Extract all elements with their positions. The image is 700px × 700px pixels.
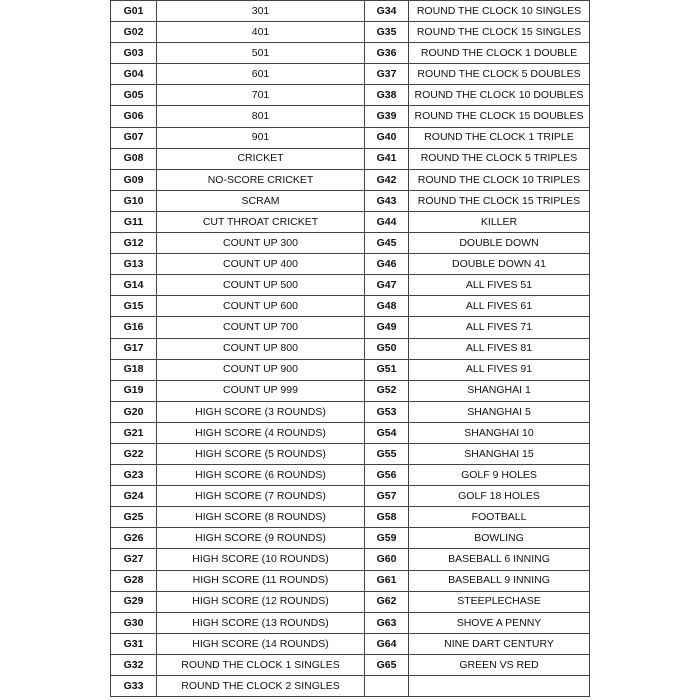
- game-name-cell: COUNT UP 300: [157, 233, 365, 254]
- table-row: [111, 359, 590, 380]
- game-code-cell: G40: [365, 127, 409, 148]
- game-name-cell: STEEPLECHASE: [409, 591, 590, 612]
- game-code-cell: G03: [111, 43, 157, 64]
- table-row: [111, 654, 590, 675]
- game-name-cell: CRICKET: [157, 148, 365, 169]
- game-name-cell: COUNT UP 999: [157, 380, 365, 401]
- game-code-cell: G20: [111, 401, 157, 422]
- table-row: [111, 22, 590, 43]
- game-code-cell: G61: [365, 570, 409, 591]
- game-name-cell: 901: [157, 127, 365, 148]
- table-row: [111, 570, 590, 591]
- game-code-cell: G32: [111, 654, 157, 675]
- game-code-cell: G11: [111, 211, 157, 232]
- game-name-cell: BOWLING: [409, 528, 590, 549]
- table-row: [111, 296, 590, 317]
- game-name-cell: ROUND THE CLOCK 1 SINGLES: [157, 654, 365, 675]
- table-row: [111, 43, 590, 64]
- game-name-cell: ROUND THE CLOCK 1 DOUBLE: [409, 43, 590, 64]
- game-code-cell: G04: [111, 64, 157, 85]
- game-name-cell: [409, 676, 590, 697]
- game-code-cell: [365, 676, 409, 697]
- game-code-cell: G29: [111, 591, 157, 612]
- game-name-cell: 501: [157, 43, 365, 64]
- game-code-cell: G65: [365, 654, 409, 675]
- game-code-cell: G28: [111, 570, 157, 591]
- game-name-cell: 601: [157, 64, 365, 85]
- table-row: [111, 211, 590, 232]
- game-code-cell: G46: [365, 254, 409, 275]
- game-code-cell: G50: [365, 338, 409, 359]
- game-name-cell: BASEBALL 9 INNING: [409, 570, 590, 591]
- game-name-cell: GOLF 18 HOLES: [409, 486, 590, 507]
- game-code-cell: G35: [365, 22, 409, 43]
- game-name-cell: ALL FIVES 71: [409, 317, 590, 338]
- table-row: [111, 612, 590, 633]
- game-name-cell: HIGH SCORE (3 ROUNDS): [157, 401, 365, 422]
- game-name-cell: HIGH SCORE (8 ROUNDS): [157, 507, 365, 528]
- game-code-cell: G18: [111, 359, 157, 380]
- game-name-cell: HIGH SCORE (9 ROUNDS): [157, 528, 365, 549]
- game-name-cell: ROUND THE CLOCK 10 SINGLES: [409, 1, 590, 22]
- game-code-cell: G47: [365, 275, 409, 296]
- game-code-cell: G34: [365, 1, 409, 22]
- game-list-body: [111, 1, 590, 697]
- game-code-cell: G59: [365, 528, 409, 549]
- table-row: [111, 465, 590, 486]
- game-code-cell: G51: [365, 359, 409, 380]
- game-code-cell: G33: [111, 676, 157, 697]
- game-code-cell: G25: [111, 507, 157, 528]
- game-code-cell: G07: [111, 127, 157, 148]
- game-code-cell: G17: [111, 338, 157, 359]
- game-code-cell: G52: [365, 380, 409, 401]
- table-row: [111, 190, 590, 211]
- game-name-cell: SHOVE A PENNY: [409, 612, 590, 633]
- table-row: [111, 486, 590, 507]
- table-row: [111, 106, 590, 127]
- game-code-cell: G38: [365, 85, 409, 106]
- game-name-cell: HIGH SCORE (14 ROUNDS): [157, 633, 365, 654]
- game-name-cell: ROUND THE CLOCK 10 TRIPLES: [409, 169, 590, 190]
- table-row: [111, 127, 590, 148]
- game-list-table: [110, 0, 590, 697]
- table-row: [111, 275, 590, 296]
- game-name-cell: SHANGHAI 1: [409, 380, 590, 401]
- game-name-cell: ROUND THE CLOCK 2 SINGLES: [157, 676, 365, 697]
- table-row: [111, 549, 590, 570]
- table-row: [111, 507, 590, 528]
- game-code-cell: G64: [365, 633, 409, 654]
- game-code-cell: G60: [365, 549, 409, 570]
- game-code-cell: G53: [365, 401, 409, 422]
- table-row: [111, 317, 590, 338]
- game-code-cell: G36: [365, 43, 409, 64]
- game-name-cell: NO-SCORE CRICKET: [157, 169, 365, 190]
- game-name-cell: CUT THROAT CRICKET: [157, 211, 365, 232]
- table-row: [111, 254, 590, 275]
- game-name-cell: GOLF 9 HOLES: [409, 465, 590, 486]
- game-name-cell: HIGH SCORE (5 ROUNDS): [157, 443, 365, 464]
- game-code-cell: G22: [111, 443, 157, 464]
- game-name-cell: ROUND THE CLOCK 15 TRIPLES: [409, 190, 590, 211]
- game-code-cell: G19: [111, 380, 157, 401]
- game-code-cell: G62: [365, 591, 409, 612]
- game-code-cell: G57: [365, 486, 409, 507]
- game-name-cell: HIGH SCORE (4 ROUNDS): [157, 422, 365, 443]
- game-name-cell: HIGH SCORE (10 ROUNDS): [157, 549, 365, 570]
- table-row: [111, 633, 590, 654]
- game-code-cell: G42: [365, 169, 409, 190]
- game-name-cell: 401: [157, 22, 365, 43]
- game-code-cell: G21: [111, 422, 157, 443]
- game-name-cell: COUNT UP 700: [157, 317, 365, 338]
- game-code-cell: G23: [111, 465, 157, 486]
- game-name-cell: DOUBLE DOWN 41: [409, 254, 590, 275]
- game-code-cell: G05: [111, 85, 157, 106]
- game-code-cell: G16: [111, 317, 157, 338]
- game-code-cell: G24: [111, 486, 157, 507]
- game-name-cell: COUNT UP 900: [157, 359, 365, 380]
- game-code-cell: G06: [111, 106, 157, 127]
- game-name-cell: ROUND THE CLOCK 1 TRIPLE: [409, 127, 590, 148]
- table-row: [111, 401, 590, 422]
- game-name-cell: HIGH SCORE (11 ROUNDS): [157, 570, 365, 591]
- game-code-cell: G43: [365, 190, 409, 211]
- game-code-cell: G44: [365, 211, 409, 232]
- table-row: [111, 676, 590, 697]
- game-code-cell: G54: [365, 422, 409, 443]
- table-row: [111, 64, 590, 85]
- game-name-cell: HIGH SCORE (7 ROUNDS): [157, 486, 365, 507]
- table-row: [111, 422, 590, 443]
- game-code-cell: G37: [365, 64, 409, 85]
- game-code-cell: G08: [111, 148, 157, 169]
- table-row: [111, 148, 590, 169]
- game-code-cell: G10: [111, 190, 157, 211]
- game-name-cell: ROUND THE CLOCK 15 SINGLES: [409, 22, 590, 43]
- game-name-cell: 701: [157, 85, 365, 106]
- game-name-cell: ALL FIVES 91: [409, 359, 590, 380]
- game-code-cell: G26: [111, 528, 157, 549]
- game-code-cell: G09: [111, 169, 157, 190]
- game-code-cell: G41: [365, 148, 409, 169]
- game-name-cell: COUNT UP 800: [157, 338, 365, 359]
- game-name-cell: SCRAM: [157, 190, 365, 211]
- game-name-cell: ALL FIVES 81: [409, 338, 590, 359]
- table-row: [111, 528, 590, 549]
- game-name-cell: 301: [157, 1, 365, 22]
- game-name-cell: HIGH SCORE (12 ROUNDS): [157, 591, 365, 612]
- table-row: [111, 85, 590, 106]
- game-code-cell: G27: [111, 549, 157, 570]
- table-row: [111, 380, 590, 401]
- game-name-cell: ALL FIVES 61: [409, 296, 590, 317]
- table-row: [111, 338, 590, 359]
- game-code-cell: G48: [365, 296, 409, 317]
- game-code-cell: G49: [365, 317, 409, 338]
- game-name-cell: 801: [157, 106, 365, 127]
- game-name-cell: DOUBLE DOWN: [409, 233, 590, 254]
- table-row: [111, 233, 590, 254]
- game-name-cell: NINE DART CENTURY: [409, 633, 590, 654]
- game-name-cell: KILLER: [409, 211, 590, 232]
- game-code-cell: G12: [111, 233, 157, 254]
- game-name-cell: ROUND THE CLOCK 10 DOUBLES: [409, 85, 590, 106]
- game-code-cell: G55: [365, 443, 409, 464]
- game-code-cell: G01: [111, 1, 157, 22]
- game-code-cell: G30: [111, 612, 157, 633]
- game-name-cell: ROUND THE CLOCK 15 DOUBLES: [409, 106, 590, 127]
- table-row: [111, 1, 590, 22]
- game-code-cell: G02: [111, 22, 157, 43]
- game-name-cell: SHANGHAI 10: [409, 422, 590, 443]
- table-row: [111, 591, 590, 612]
- game-code-cell: G56: [365, 465, 409, 486]
- game-name-cell: SHANGHAI 15: [409, 443, 590, 464]
- game-code-cell: G13: [111, 254, 157, 275]
- game-code-cell: G31: [111, 633, 157, 654]
- game-name-cell: ROUND THE CLOCK 5 TRIPLES: [409, 148, 590, 169]
- game-name-cell: ROUND THE CLOCK 5 DOUBLES: [409, 64, 590, 85]
- game-code-cell: G63: [365, 612, 409, 633]
- game-name-cell: COUNT UP 500: [157, 275, 365, 296]
- game-name-cell: COUNT UP 400: [157, 254, 365, 275]
- game-name-cell: ALL FIVES 51: [409, 275, 590, 296]
- game-name-cell: BASEBALL 6 INNING: [409, 549, 590, 570]
- game-code-cell: G39: [365, 106, 409, 127]
- game-name-cell: FOOTBALL: [409, 507, 590, 528]
- table-row: [111, 443, 590, 464]
- game-code-cell: G58: [365, 507, 409, 528]
- game-code-cell: G15: [111, 296, 157, 317]
- game-code-cell: G14: [111, 275, 157, 296]
- game-name-cell: SHANGHAI 5: [409, 401, 590, 422]
- game-code-cell: G45: [365, 233, 409, 254]
- game-name-cell: HIGH SCORE (6 ROUNDS): [157, 465, 365, 486]
- game-name-cell: HIGH SCORE (13 ROUNDS): [157, 612, 365, 633]
- game-name-cell: GREEN VS RED: [409, 654, 590, 675]
- game-name-cell: COUNT UP 600: [157, 296, 365, 317]
- table-row: [111, 169, 590, 190]
